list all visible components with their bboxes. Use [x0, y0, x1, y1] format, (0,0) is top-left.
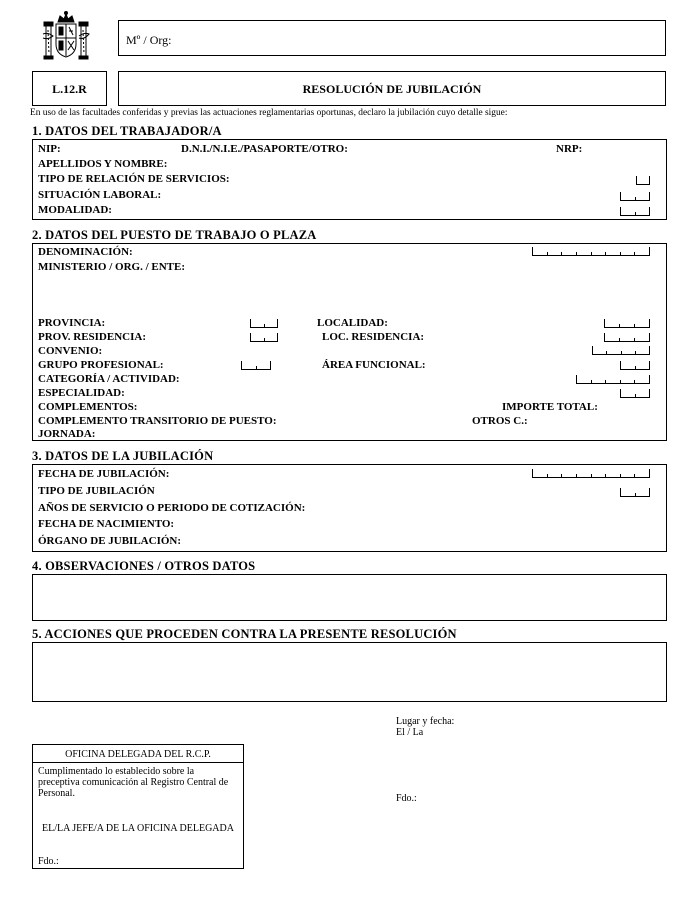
area-field[interactable]: [620, 361, 650, 370]
especialidad-label[interactable]: ESPECIALIDAD:: [38, 387, 125, 399]
nip-label[interactable]: NIP:: [38, 143, 61, 155]
categoria-field[interactable]: [576, 375, 650, 384]
office-text: Cumplimentado lo establecido sobre la preceptiva comunicación al Registro Central de Personal.: [38, 766, 229, 799]
form-code-box: [32, 71, 107, 106]
jornada-label[interactable]: JORNADA:: [38, 428, 96, 440]
complementos-label[interactable]: COMPLEMENTOS:: [38, 401, 138, 413]
situacion-label[interactable]: SITUACIÓN LABORAL:: [38, 189, 162, 201]
denominacion-label[interactable]: DENOMINACIÓN:: [38, 246, 133, 258]
situacion-field[interactable]: [620, 192, 650, 201]
section5-title: 5. ACCIONES QUE PROCEDEN CONTRA LA PRESENTE RESOLUCIÓN: [32, 627, 457, 641]
intro-text: En uso de las facultades conferidas y previas las actuaciones reglamentarias oportunas, declaro la jubilación cuyo detalle sigue:: [30, 108, 508, 118]
tipo-relacion-field[interactable]: [636, 176, 650, 185]
organization-field[interactable]: [118, 20, 666, 56]
office-title-divider: [32, 762, 244, 763]
ministerio-label[interactable]: MINISTERIO / ORG. / ENTE:: [38, 261, 185, 273]
prov-residencia-field[interactable]: [250, 333, 278, 342]
apellidos-label[interactable]: APELLIDOS Y NOMBRE:: [38, 158, 168, 170]
especialidad-field[interactable]: [620, 389, 650, 398]
fecha-jubilacion-field[interactable]: [532, 469, 650, 478]
convenio-label[interactable]: CONVENIO:: [38, 345, 103, 357]
area-label[interactable]: ÁREA FUNCIONAL:: [322, 359, 426, 371]
dni-label[interactable]: D.N.I./N.I.E./PASAPORTE/OTRO:: [181, 143, 348, 155]
loc-residencia-field[interactable]: [604, 333, 650, 342]
el-la-label: El / La: [396, 727, 424, 738]
anios-servicio-label[interactable]: AÑOS DE SERVICIO O PERIODO DE COTIZACIÓN:: [38, 502, 306, 514]
section2-title: 2. DATOS DEL PUESTO DE TRABAJO O PLAZA: [32, 228, 317, 242]
observaciones-field[interactable]: [32, 574, 667, 621]
grupo-field[interactable]: [241, 361, 271, 370]
office-title: OFICINA DELEGADA DEL R.C.P.: [65, 749, 211, 760]
prov-residencia-label[interactable]: PROV. RESIDENCIA:: [38, 331, 146, 343]
complemento-transitorio-label[interactable]: COMPLEMENTO TRANSITORIO DE PUESTO:: [38, 415, 277, 427]
localidad-label[interactable]: LOCALIDAD:: [317, 317, 388, 329]
signature-fdo-label: Fdo.:: [396, 793, 417, 804]
form-title: RESOLUCIÓN DE JUBILACIÓN: [302, 82, 482, 96]
tipo-relacion-label[interactable]: TIPO DE RELACIÓN DE SERVICIOS:: [38, 173, 230, 185]
localidad-field[interactable]: [604, 319, 650, 328]
lugar-fecha-label: Lugar y fecha:: [396, 716, 455, 727]
modalidad-field[interactable]: [620, 207, 650, 216]
importe-label[interactable]: IMPORTE TOTAL:: [502, 401, 598, 413]
provincia-label[interactable]: PROVINCIA:: [38, 317, 106, 329]
section3-title: 3. DATOS DE LA JUBILACIÓN: [32, 449, 214, 463]
form-code: L.12.R: [52, 82, 87, 96]
denominacion-field[interactable]: [532, 247, 650, 256]
acciones-field[interactable]: [32, 642, 667, 702]
nrp-label[interactable]: NRP:: [556, 143, 583, 155]
tipo-jubilacion-field[interactable]: [620, 488, 650, 497]
section4-title: 4. OBSERVACIONES / OTROS DATOS: [32, 559, 256, 573]
office-fdo-label: Fdo.:: [38, 856, 59, 867]
tipo-jubilacion-label[interactable]: TIPO DE JUBILACIÓN: [38, 485, 155, 497]
provincia-field[interactable]: [250, 319, 278, 328]
office-jefe-label: EL/LA JEFE/A DE LA OFICINA DELEGADA: [42, 823, 234, 834]
categoria-label[interactable]: CATEGORÍA / ACTIVIDAD:: [38, 373, 180, 385]
form-title-box: [118, 71, 666, 106]
otros-label[interactable]: OTROS C.:: [472, 415, 528, 427]
modalidad-label[interactable]: MODALIDAD:: [38, 204, 112, 216]
convenio-field[interactable]: [592, 346, 650, 355]
organo-label[interactable]: ÓRGANO DE JUBILACIÓN:: [38, 535, 182, 547]
fecha-jubilacion-label[interactable]: FECHA DE JUBILACIÓN:: [38, 468, 170, 480]
loc-residencia-label[interactable]: LOC. RESIDENCIA:: [322, 331, 425, 343]
fecha-nacimiento-label[interactable]: FECHA DE NACIMIENTO:: [38, 518, 175, 530]
section1-title: 1. DATOS DEL TRABAJADOR/A: [32, 124, 222, 138]
coat-of-arms-logo: [38, 10, 94, 64]
organization-label: Mº / Org:: [126, 33, 172, 47]
grupo-label[interactable]: GRUPO PROFESIONAL:: [38, 359, 164, 371]
